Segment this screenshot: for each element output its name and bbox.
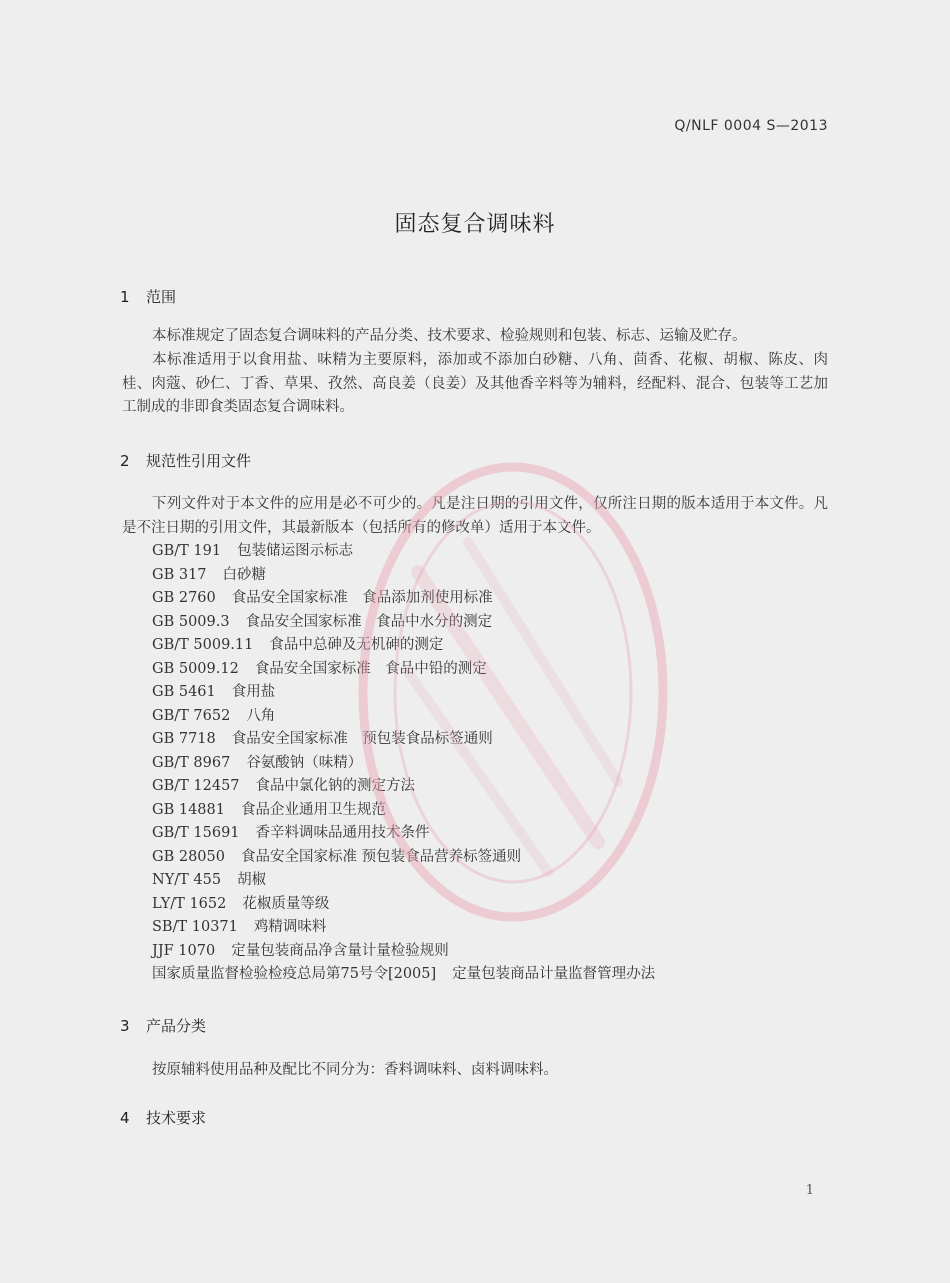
reference-code: GB/T 5009.11 (152, 637, 254, 653)
paragraph: 下列文件对于本文件的应用是必不可少的。凡是注日期的引用文件，仅所注日期的版本适用于本文件。凡是不注日期的引用文件，其最新版本（包括所有的修改单）适用于本文件。 (122, 496, 828, 536)
reference-code: GB 14881 (152, 801, 225, 818)
section-number: 4 (120, 1109, 130, 1127)
reference-item (152, 822, 655, 846)
reference-code: GB/T 191 (152, 543, 222, 559)
section-title: 范围 (146, 288, 177, 306)
reference-item (152, 869, 655, 893)
reference-item (152, 658, 655, 682)
reference-title: 谷氨酸钠（味精） (246, 754, 363, 771)
reference-item (152, 916, 655, 940)
reference-title: 定量包装商品净含量计量检验规则 (231, 942, 449, 959)
reference-code: GB 317 (152, 566, 207, 583)
reference-item (152, 634, 655, 658)
reference-item (152, 587, 655, 611)
reference-item (152, 846, 655, 870)
section-title: 产品分类 (146, 1017, 207, 1035)
reference-code: GB/T 8967 (152, 754, 231, 771)
reference-item (152, 893, 655, 917)
reference-code: 国家质量监督检验检疫总局第75号令[2005] (152, 966, 437, 982)
reference-item (152, 752, 655, 776)
section-heading-3 (120, 1015, 206, 1036)
reference-title: 食品中氯化钠的测定方法 (255, 778, 416, 794)
section-heading-2 (120, 450, 251, 471)
reference-item (152, 564, 655, 588)
reference-title: 食用盐 (231, 684, 276, 700)
section-heading-4 (120, 1107, 206, 1128)
reference-item (152, 705, 655, 729)
document-title: 固态复合调味料 (394, 212, 556, 237)
reference-code: GB 5009.12 (152, 660, 239, 677)
reference-item (152, 775, 655, 799)
reference-title: 定量包装商品计量监督管理办法 (452, 966, 656, 982)
reference-code: LY/T 1652 (152, 895, 227, 912)
reference-title: 白砂糖 (222, 566, 267, 583)
reference-title: 食品中总砷及无机砷的测定 (269, 637, 444, 653)
paragraph: 本标准适用于以食用盐、味精为主要原料，添加或不添加白砂糖、八角、茴香、花椒、胡椒、陈皮、肉桂、肉蔻、砂仁、丁香、草果、孜然、高良姜（良姜）及其他香辛料等为辅料，经配料、混合、包装等工艺加工制成的非即食类固态复合调味料。 (122, 352, 828, 415)
reference-code: NY/T 455 (152, 872, 222, 888)
reference-item (152, 611, 655, 635)
reference-code: GB 7718 (152, 731, 216, 747)
section-title: 规范性引用文件 (146, 452, 252, 470)
paragraph: 按原辅料使用品种及配比不同分为：香料调味料、卤料调味料。 (152, 1062, 558, 1078)
reference-code: JJF 1070 (152, 942, 216, 959)
section-heading-1 (120, 286, 176, 307)
page-number: 1 (805, 1183, 814, 1198)
reference-code: GB/T 7652 (152, 707, 231, 724)
reference-item (152, 940, 655, 964)
reference-item (152, 540, 655, 564)
paragraph: 本标准规定了固态复合调味料的产品分类、技术要求、检验规则和包装、标志、运输及贮存。 (152, 328, 747, 344)
reference-title: 食品安全国家标准 食品中水分的测定 (245, 613, 493, 630)
reference-item (152, 681, 655, 705)
reference-title: 鸡精调味料 (253, 919, 327, 935)
reference-title: 食品安全国家标准 食品中铅的测定 (254, 660, 487, 677)
reference-code: GB/T 15691 (152, 825, 240, 841)
reference-item (152, 963, 655, 987)
reference-title: 八角 (246, 707, 276, 724)
reference-list (152, 540, 655, 987)
reference-title: 包装储运图示标志 (237, 543, 354, 559)
reference-title: 香辛料调味品通用技术条件 (255, 825, 430, 841)
reference-code: GB 5461 (152, 684, 216, 700)
reference-title: 花椒质量等级 (242, 895, 330, 912)
reference-title: 食品安全国家标准 食品添加剂使用标准 (231, 590, 493, 606)
standard-code: Q/NLF 0004 S—2013 (674, 118, 828, 134)
reference-code: GB 2760 (152, 590, 216, 606)
reference-title: 胡椒 (237, 872, 267, 888)
reference-item (152, 799, 655, 823)
reference-code: GB/T 12457 (152, 778, 240, 794)
reference-item (152, 728, 655, 752)
reference-code: GB 5009.3 (152, 613, 230, 630)
reference-title: 食品安全国家标准 预包装食品标签通则 (231, 731, 493, 747)
section-number: 1 (120, 288, 130, 306)
reference-title: 食品安全国家标准 预包装食品营养标签通则 (240, 848, 522, 865)
reference-code: GB 28050 (152, 848, 225, 865)
section-number: 2 (120, 452, 130, 470)
section-title: 技术要求 (146, 1109, 207, 1127)
section-number: 3 (120, 1017, 130, 1035)
reference-title: 食品企业通用卫生规范 (240, 801, 386, 818)
reference-code: SB/T 10371 (152, 919, 238, 935)
